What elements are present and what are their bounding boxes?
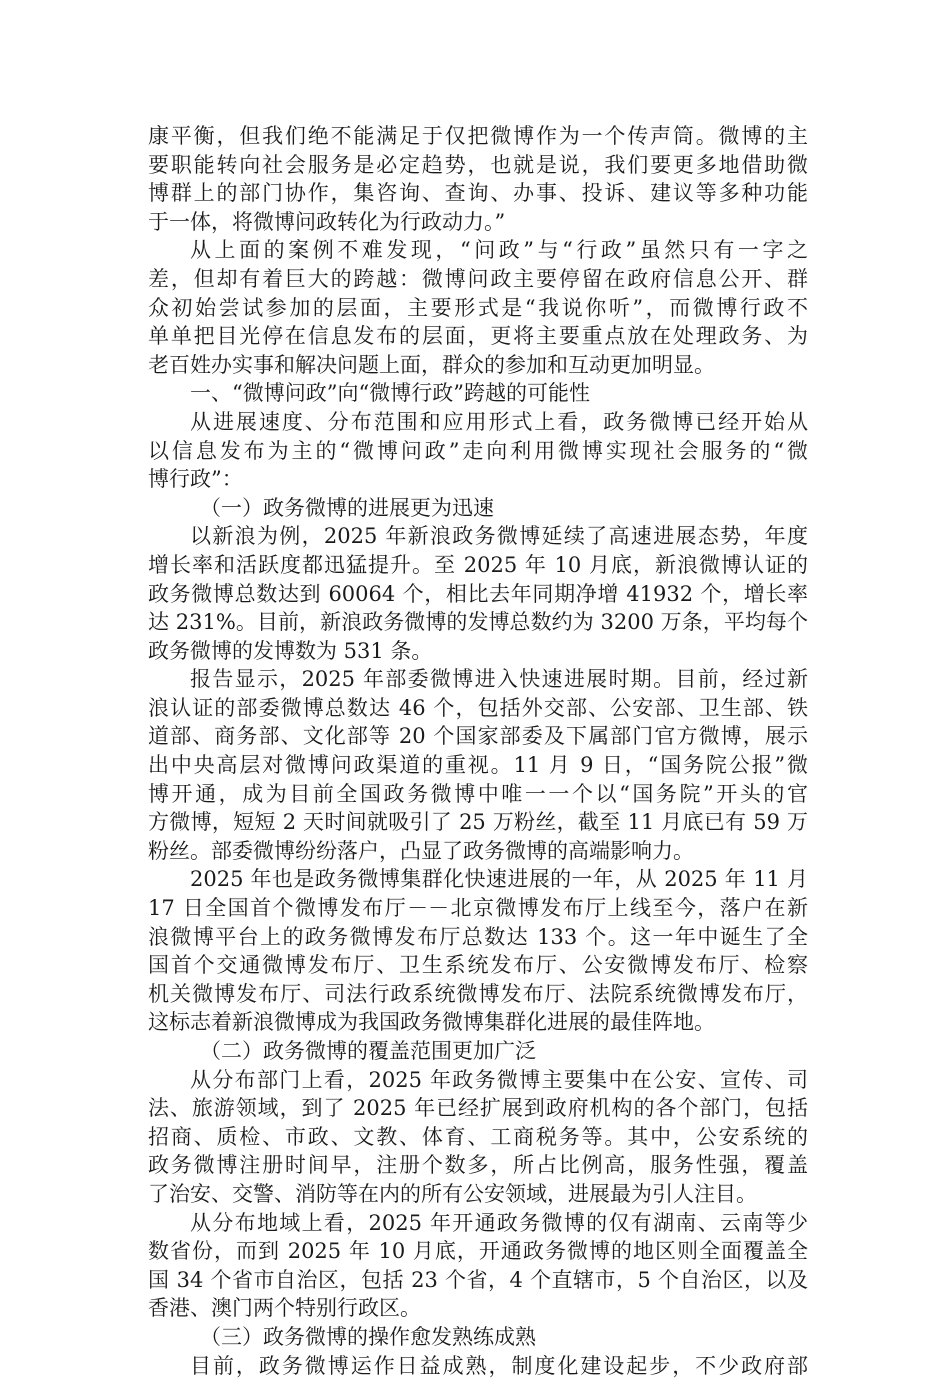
section-heading: 一、“微博问政”向“微博行政”跨越的可能性 — [190, 381, 590, 406]
paragraph-first-line: 从分布地域上看，2025 年开通政务微博的仅有湖南、云南等少 — [190, 1210, 808, 1235]
body-text-line: 差，但却有着巨大的跨越：微博问政主要停留在政府信息公开、群 — [148, 266, 808, 291]
body-text-line: 这标志着新浪微博成为我国政务微博集群化进展的最佳阵地。 — [148, 1010, 715, 1035]
body-text-line: 老百姓办实事和解决问题上面，群众的参加和互动更加明显。 — [148, 352, 715, 377]
body-text-line: 法、旅游领域，到了 2025 年已经扩展到政府机构的各个部门，包括 — [148, 1096, 808, 1121]
paragraph-first-line: 以新浪为例，2025 年新浪政务微博延续了高速进展态势，年度 — [190, 524, 808, 549]
body-text-line: 了治安、交警、消防等在内的所有公安领域，进展最为引人注目。 — [148, 1181, 757, 1206]
body-text-line: 方微博，短短 2 天时间就吸引了 25 万粉丝，截至 11 月底已有 59 万 — [148, 810, 808, 835]
body-text-line: 出中央高层对微博问政渠道的重视。11 月 9 日，“国务院公报”微 — [148, 753, 808, 778]
body-text-line: 浪微博平台上的政务微博发布厅总数达 133 个。这一年中诞生了全 — [148, 924, 808, 949]
body-text-line: 政务微博总数达到 60064 个，相比去年同期净增 41932 个，增长率 — [148, 581, 808, 606]
subsection-heading: （一）政务微博的进展更为迅速 — [200, 495, 494, 520]
body-text-line: 香港、澳门两个特别行政区。 — [148, 1296, 421, 1321]
body-text-line: 政务微博的发博数为 531 条。 — [148, 638, 433, 663]
body-text-line: 达 231%。目前，新浪政务微博的发博总数约为 3200 万条，平均每个 — [148, 610, 808, 635]
body-text-line: 道部、商务部、文化部等 20 个国家部委及下属部门官方微博，展示 — [148, 724, 808, 749]
body-text-line: 康平衡，但我们绝不能满足于仅把微博作为一个传声筒。微博的主 — [148, 124, 808, 148]
body-text-line: 于一体，将微博问政转化为行政动力。” — [148, 209, 506, 234]
body-text-line: 博开通，成为目前全国政务微博中唯一一个以“国务院”开头的官 — [148, 781, 808, 806]
body-text-line: 增长率和活跃度都迅猛提升。至 2025 年 10 月底，新浪微博认证的 — [148, 552, 808, 577]
body-text-line: 招商、质检、市政、文教、体育、工商税务等。其中，公安系统的 — [148, 1124, 808, 1149]
body-text-line: 17 日全国首个微博发布厅－－北京微博发布厅上线至今，落户在新 — [148, 896, 808, 921]
body-text-line: 博行政”： — [148, 467, 243, 492]
body-text-line: 浪认证的部委微博总数达 46 个，包括外交部、公安部、卫生部、铁 — [148, 695, 808, 720]
body-text-line: 国首个交通微博发布厅、卫生系统发布厅、公安微博发布厅、检察 — [148, 953, 808, 978]
paragraph-first-line: 2025 年也是政务微博集群化快速进展的一年，从 2025 年 11 月 — [190, 867, 808, 892]
body-text-line: 数省份，而到 2025 年 10 月底，开通政务微博的地区则全面覆盖全 — [148, 1239, 808, 1264]
subsection-heading: （三）政务微博的操作愈发熟练成熟 — [200, 1324, 536, 1349]
body-text-line: 众初始尝试参加的层面，主要形式是“我说你听”，而微博行政不 — [148, 295, 808, 320]
body-text-line: 博群上的部门协作，集咨询、查询、办事、投诉、建议等多种功能 — [148, 181, 808, 206]
body-text-line: 政务微博注册时间早，注册个数多，所占比例高，服务性强，覆盖 — [148, 1153, 808, 1178]
paragraph-first-line: 目前，政务微博运作日益成熟，制度化建设起步，不少政府部 — [190, 1353, 808, 1378]
paragraph-first-line: 从上面的案例不难发现，“问政”与“行政”虽然只有一字之 — [190, 238, 808, 263]
body-text-line: 以信息发布为主的“微博问政”走向利用微博实现社会服务的“微 — [148, 438, 808, 463]
paragraph-first-line: 报告显示，2025 年部委微博进入快速进展时期。目前，经过新 — [190, 667, 808, 692]
body-text-line: 国 34 个省市自治区，包括 23 个省，4 个直辖市，5 个自治区，以及 — [148, 1267, 808, 1292]
body-text-line: 粉丝。部委微博纷纷落户，凸显了政务微博的高端影响力。 — [148, 838, 694, 863]
body-text-line: 要职能转向社会服务是必定趋势，也就是说，我们要更多地借助微 — [148, 152, 808, 177]
paragraph-first-line: 从分布部门上看，2025 年政务微博主要集中在公安、宣传、司 — [190, 1067, 808, 1092]
body-text-line: 单单把目光停在信息发布的层面，更将主要重点放在处理政务、为 — [148, 324, 808, 349]
body-text-line: 机关微博发布厅、司法行政系统微博发布厅、法院系统微博发布厅， — [148, 981, 808, 1006]
document-page — [148, 122, 808, 1380]
paragraph-first-line: 从进展速度、分布范围和应用形式上看，政务微博已经开始从 — [190, 409, 808, 434]
subsection-heading: （二）政务微博的覆盖范围更加广泛 — [200, 1039, 536, 1063]
